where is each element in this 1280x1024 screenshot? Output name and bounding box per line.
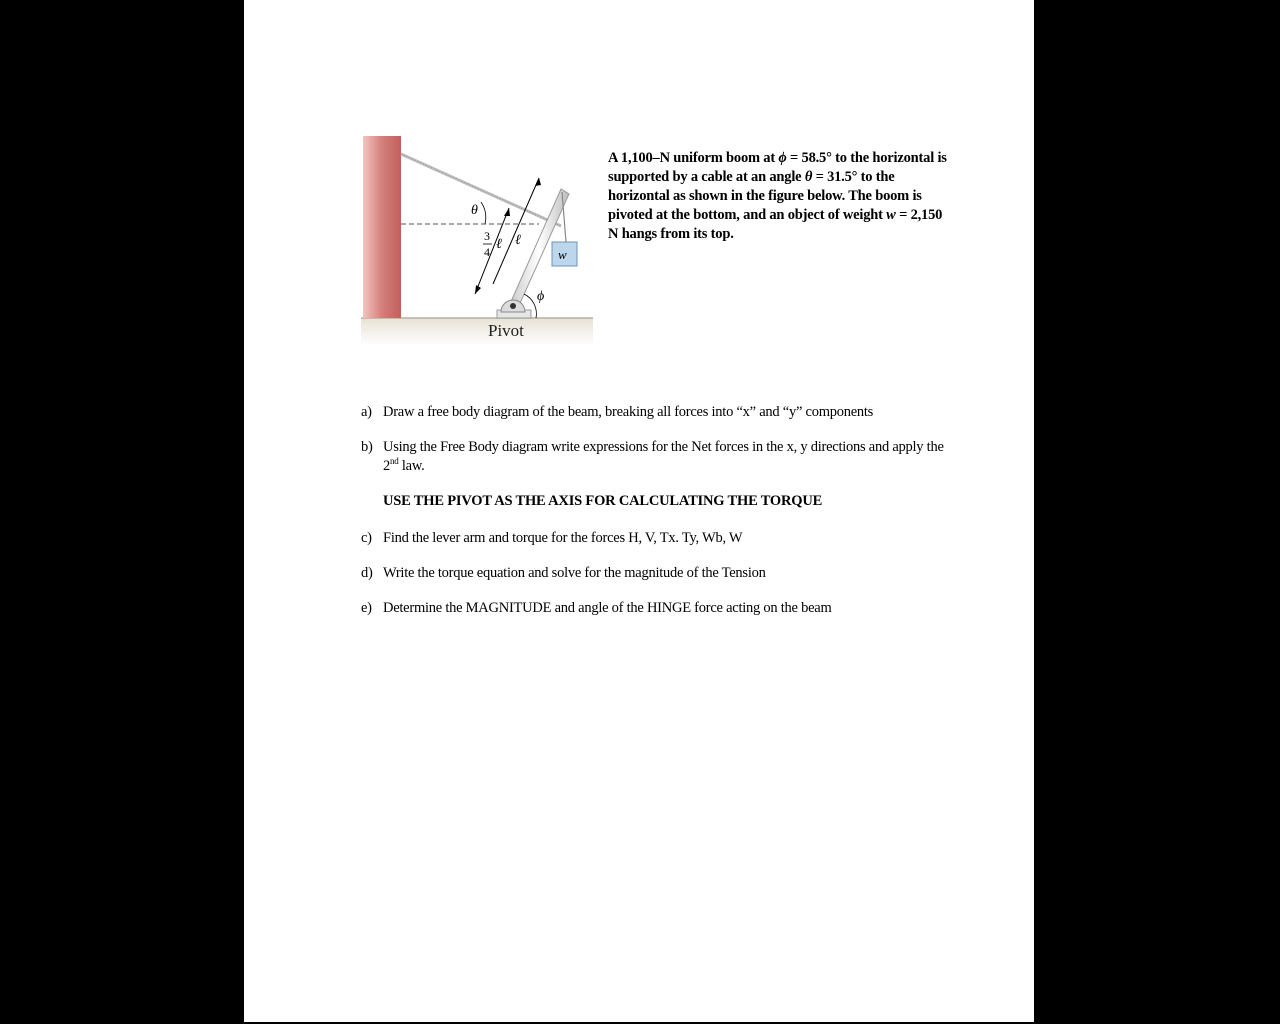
fraction-denominator: 4 (484, 245, 490, 259)
question-label: d) (361, 565, 373, 581)
wall (363, 136, 401, 318)
pivot-label: Pivot (488, 321, 524, 340)
three-quarter-ell-label: ℓ (496, 237, 502, 252)
question-a (361, 403, 961, 422)
weight-symbol: w (886, 207, 896, 223)
question-label: a) (361, 404, 372, 420)
question-e (361, 599, 961, 618)
problem-text-3: = 31.5° to the horizontal as shown in the figure below. The boom is pivoted at the bottom, and an object of weight (608, 169, 922, 223)
document-page (244, 0, 1034, 1022)
question-text: Determine the MAGNITUDE and angle of the HINGE force acting on the beam (383, 600, 832, 616)
weight-label: w (558, 247, 567, 262)
torque-axis-note: USE THE PIVOT AS THE AXIS FOR CALCULATING THE TORQUE (383, 493, 823, 509)
three-quarter-arrow-top (504, 208, 510, 216)
fraction-numerator: 3 (484, 229, 490, 243)
cable-strands (401, 154, 561, 226)
question-label: e) (361, 600, 372, 616)
theta-label: θ (471, 203, 478, 218)
pivot-pin (510, 303, 516, 309)
question-b (361, 438, 961, 476)
problem-text-2: = 58.5° to the horizontal is supported by a cable at an angle (608, 150, 947, 185)
question-text-end: law. (398, 458, 425, 474)
problem-text-4: = 2,150 N hangs from its top. (608, 207, 943, 242)
question-c (361, 529, 961, 548)
question-text: Using the Free Body diagram write expressions for the Net forces in the x, y directions and apply the 2 (383, 439, 944, 474)
floor (361, 318, 593, 346)
phi-symbol: ϕ (778, 150, 787, 166)
problem-text-1: A 1,100–N uniform boom at (608, 150, 779, 166)
three-quarter-dimension-line (475, 208, 509, 294)
ell-label: ℓ (515, 233, 521, 248)
question-text: Draw a free body diagram of the beam, breaking all forces into “x” and “y” components (383, 404, 874, 420)
problem-statement (608, 149, 948, 244)
boom-figure (361, 134, 593, 346)
question-text: Find the lever arm and torque for the forces H, V, Tx. Ty, Wb, W (383, 530, 743, 546)
theta-symbol: θ (804, 169, 813, 185)
superscript: nd (390, 456, 399, 467)
boom-diagram (361, 134, 593, 346)
theta-arc (481, 202, 486, 224)
question-d (361, 564, 961, 583)
question-list (361, 403, 961, 634)
question-label: c) (361, 530, 372, 546)
phi-label: ϕ (537, 289, 545, 304)
question-label: b) (361, 439, 373, 455)
question-text: Write the torque equation and solve for the magnitude of the Tension (383, 565, 766, 581)
three-quarter-arrow-bottom (475, 285, 481, 294)
